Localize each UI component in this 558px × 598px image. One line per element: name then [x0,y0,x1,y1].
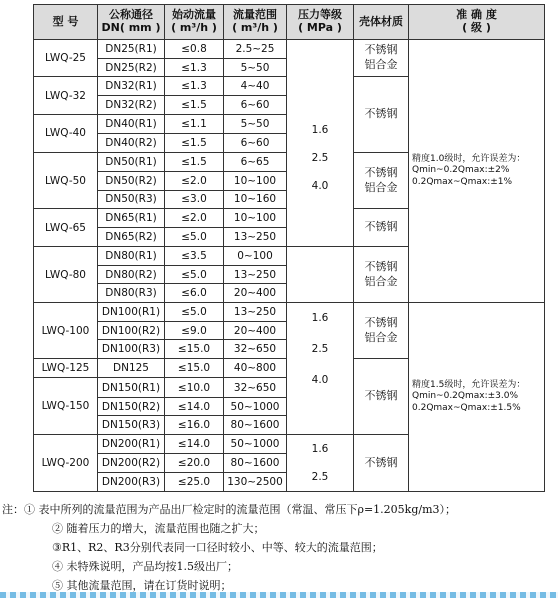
material-cell: 不锈钢 [354,209,409,247]
header-row [34,5,545,40]
flow-range-cell: 130~2500 [224,473,287,492]
header-model: 型 号 [34,5,98,40]
start-flow-cell: ≤16.0 [165,416,224,435]
start-flow-cell: ≤3.0 [165,190,224,209]
dn-cell: DN80(R1) [98,247,165,266]
flow-range-cell: 5~50 [224,58,287,77]
flow-range-cell: 20~400 [224,321,287,340]
dn-cell: DN125 [98,359,165,378]
material-cell: 不锈钢 [354,435,409,492]
dn-cell: DN32(R2) [98,96,165,115]
start-flow-cell: ≤15.0 [165,340,224,359]
flow-range-cell: 5~50 [224,115,287,134]
start-flow-cell: ≤2.0 [165,171,224,190]
model-cell: LWQ-65 [34,209,98,247]
flow-range-cell: 32~650 [224,378,287,397]
header-pressure: 压力等级 ( MPa ) [287,5,354,40]
pressure-value: 2.5 [311,471,329,484]
flow-range-cell: 10~160 [224,190,287,209]
model-cell: LWQ-25 [34,40,98,77]
start-flow-cell: ≤1.3 [165,58,224,77]
dn-cell: DN80(R3) [98,284,165,303]
start-flow-cell: ≤3.5 [165,247,224,266]
dn-cell: DN25(R2) [98,58,165,77]
spec-table [33,4,545,492]
model-cell: LWQ-40 [34,115,98,153]
header-start-flow: 始动流量 ( m³/h ) [165,5,224,40]
flow-range-cell: 32~650 [224,340,287,359]
table-row [34,303,545,322]
material-cell: 不锈钢 [354,359,409,435]
model-cell: LWQ-80 [34,247,98,303]
notes [2,500,554,595]
flow-range-cell: 50~1000 [224,435,287,454]
pressure-cell [287,303,354,435]
dn-cell: DN200(R3) [98,473,165,492]
start-flow-cell: ≤2.0 [165,209,224,228]
start-flow-cell: ≤14.0 [165,397,224,416]
flow-range-cell: 0~100 [224,247,287,266]
material-cell: 不锈钢 [354,77,409,152]
header-material: 壳体材质 [354,5,409,40]
pressure-value: 1.6 [311,443,329,456]
start-flow-cell: ≤1.3 [165,77,224,96]
dn-cell: DN50(R3) [98,190,165,209]
dn-cell: DN50(R1) [98,152,165,171]
pressure-value: 4.0 [311,373,329,386]
start-flow-cell: ≤1.5 [165,134,224,153]
dn-cell: DN100(R2) [98,321,165,340]
bottom-decorative-stripe [0,592,558,598]
start-flow-cell: ≤10.0 [165,378,224,397]
start-flow-cell: ≤5.0 [165,228,224,247]
pressure-cell [287,40,354,247]
header-accuracy: 准 确 度 ( 级 ) [409,5,545,40]
flow-range-cell: 80~1600 [224,416,287,435]
pressure-value: 1.6 [311,123,329,136]
flow-range-cell: 80~1600 [224,454,287,473]
note-item: 注：① 表中所列的流量范围为产品出厂检定时的流量范围（常温、常压下ρ=1.205kg/m3）； [2,500,554,519]
flow-range-cell: 6~60 [224,96,287,115]
start-flow-cell: ≤0.8 [165,40,224,59]
flow-range-cell: 10~100 [224,209,287,228]
accuracy-cell-1-5: 精度1.5级时，允许误差为： Qmin~0.2Qmax:±3.0% 0.2Qmax~Qmax:±1.5% [409,303,545,492]
header-flow-range: 流量范围 ( m³/h ) [224,5,287,40]
dn-cell: DN65(R1) [98,209,165,228]
dn-cell: DN200(R2) [98,454,165,473]
pressure-value: 2.5 [311,151,329,164]
accuracy-cell-1-0: 精度1.0级时，允许误差为： Qmin~0.2Qmax:±2% 0.2Qmax~Qmax:±1% [409,40,545,303]
model-cell: LWQ-50 [34,152,98,208]
note-item: ⑤ 其他流量范围，请在订货时说明； [52,579,232,592]
table-row [34,40,545,59]
start-flow-cell: ≤25.0 [165,473,224,492]
dn-cell: DN50(R2) [98,171,165,190]
flow-range-cell: 20~400 [224,284,287,303]
flow-range-cell: 40~800 [224,359,287,378]
dn-cell: DN40(R1) [98,115,165,134]
dn-cell: DN80(R2) [98,265,165,284]
material-cell: 不锈钢 铝合金 [354,152,409,208]
dn-cell: DN40(R2) [98,134,165,153]
pressure-value: 2.5 [311,343,329,356]
flow-range-cell: 10~100 [224,171,287,190]
dn-cell: DN100(R1) [98,303,165,322]
start-flow-cell: ≤20.0 [165,454,224,473]
notes-prefix: 注： [2,503,24,516]
dn-cell: DN32(R1) [98,77,165,96]
dn-cell: DN150(R3) [98,416,165,435]
start-flow-cell: ≤14.0 [165,435,224,454]
flow-range-cell: 4~40 [224,77,287,96]
flow-range-cell: 13~250 [224,228,287,247]
start-flow-cell: ≤6.0 [165,284,224,303]
model-cell: LWQ-32 [34,77,98,115]
model-cell: LWQ-100 [34,303,98,359]
pressure-cell-blank [287,247,354,303]
pressure-cell [287,435,354,492]
dn-cell: DN25(R1) [98,40,165,59]
start-flow-cell: ≤1.1 [165,115,224,134]
dn-cell: DN100(R3) [98,340,165,359]
model-cell: LWQ-200 [34,435,98,492]
start-flow-cell: ≤5.0 [165,303,224,322]
dn-cell: DN65(R2) [98,228,165,247]
note-item: ③R1、R2、R3分别代表同一口径时较小、中等、较大的流量范围； [52,541,383,554]
flow-range-cell: 2.5~25 [224,40,287,59]
start-flow-cell: ≤5.0 [165,265,224,284]
dn-cell: DN150(R2) [98,397,165,416]
note-item: ② 随着压力的增大，流量范围也随之扩大； [52,522,265,535]
flow-range-cell: 6~60 [224,134,287,153]
material-cell: 不锈钢 铝合金 [354,40,409,77]
flow-range-cell: 6~65 [224,152,287,171]
dn-cell: DN200(R1) [98,435,165,454]
pressure-value: 1.6 [311,312,329,325]
pressure-value: 4.0 [311,179,329,192]
flow-range-cell: 13~250 [224,265,287,284]
start-flow-cell: ≤1.5 [165,152,224,171]
flow-range-cell: 13~250 [224,303,287,322]
start-flow-cell: ≤1.5 [165,96,224,115]
header-dn: 公称通径 DN( mm ) [98,5,165,40]
flow-range-cell: 50~1000 [224,397,287,416]
start-flow-cell: ≤15.0 [165,359,224,378]
start-flow-cell: ≤9.0 [165,321,224,340]
material-cell: 不锈钢 铝合金 [354,303,409,359]
model-cell: LWQ-125 [34,359,98,378]
dn-cell: DN150(R1) [98,378,165,397]
note-item: ④ 未特殊说明，产品均按1.5级出厂； [52,560,238,573]
model-cell: LWQ-150 [34,378,98,435]
material-cell: 不锈钢 铝合金 [354,247,409,303]
